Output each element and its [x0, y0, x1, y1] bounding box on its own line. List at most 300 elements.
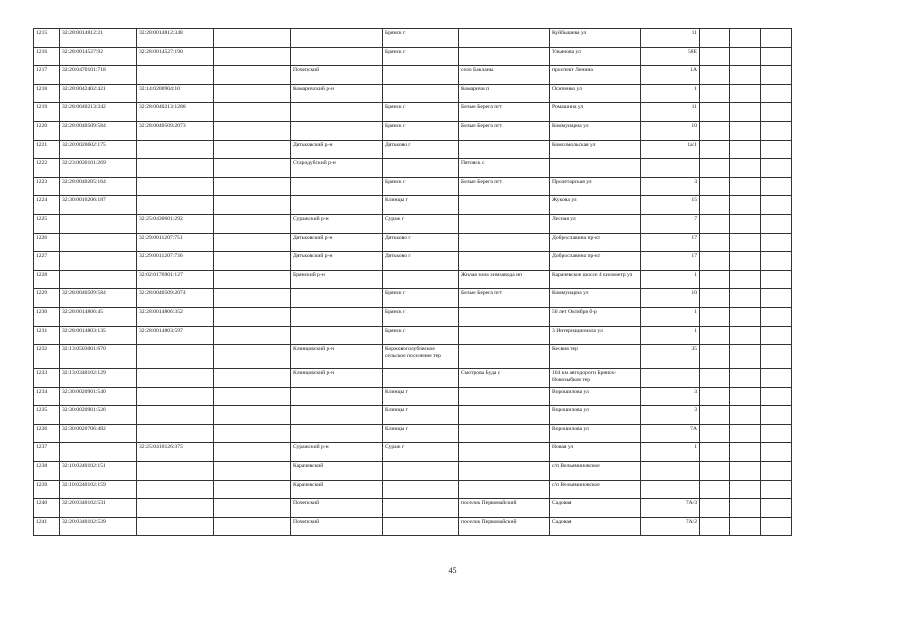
- cell-extra-col-1: [700, 289, 730, 308]
- cell-extra-col-1: [700, 103, 730, 122]
- cell-cell-blank: [214, 121, 291, 140]
- cell-extra-col-1: [700, 233, 730, 252]
- cell-street: с/п Вельяминовское: [550, 480, 641, 499]
- cell-house-number: 35: [641, 345, 700, 369]
- cell-cadastral-number-building: [137, 480, 214, 499]
- cell-street: Ворошилова ул: [550, 424, 641, 443]
- cell-city: Брянск г: [383, 121, 459, 140]
- cell-extra-col-2: [730, 214, 761, 233]
- cell-city: Брянск г: [383, 29, 459, 48]
- cell-street: Коммунарна ул: [550, 289, 641, 308]
- cell-extra-col-2: [730, 140, 761, 159]
- cell-settlement: [459, 345, 550, 369]
- table-row: [34, 424, 792, 443]
- cell-street: Садовая: [550, 499, 641, 518]
- cell-cadastral-number-building: [137, 406, 214, 425]
- cell-house-number: 7: [641, 214, 700, 233]
- cell-district: Карачевский: [291, 462, 383, 481]
- cell-extra-col-3: [761, 214, 792, 233]
- cell-extra-col-2: [730, 499, 761, 518]
- cell-row-number: 1233: [34, 369, 60, 388]
- cell-district: [291, 29, 383, 48]
- cell-cadastral-number: [60, 233, 137, 252]
- cell-district: [291, 387, 383, 406]
- cell-cadastral-number: 32:13:0503001:670: [60, 345, 137, 369]
- cell-row-number: 1217: [34, 66, 60, 85]
- cell-cadastral-number: 32:13:0340102:129: [60, 369, 137, 388]
- cell-extra-col-1: [700, 121, 730, 140]
- cell-cadastral-number-building: [137, 140, 214, 159]
- cell-settlement: Пятовск с: [459, 159, 550, 178]
- table-row: [34, 387, 792, 406]
- cell-street: 164 км автодороги Брянск-Новозыбков тер: [550, 369, 641, 388]
- cell-street: Садовая: [550, 517, 641, 536]
- cell-settlement: Белые Берега пгт: [459, 177, 550, 196]
- cell-row-number: 1228: [34, 270, 60, 289]
- cell-house-number: 1А: [641, 66, 700, 85]
- cell-cadastral-number-building: 32:28:0040509:2074: [137, 289, 214, 308]
- cell-cadastral-number-building: [137, 462, 214, 481]
- cell-row-number: 1238: [34, 462, 60, 481]
- cell-extra-col-2: [730, 406, 761, 425]
- cell-row-number: 1218: [34, 84, 60, 103]
- cell-cell-blank: [214, 196, 291, 215]
- cell-extra-col-1: [700, 66, 730, 85]
- cell-extra-col-1: [700, 480, 730, 499]
- cell-cadastral-number: 32:28:0014527:92: [60, 47, 137, 66]
- cell-city: Сураж г: [383, 214, 459, 233]
- cell-city: [383, 66, 459, 85]
- cell-row-number: 1235: [34, 406, 60, 425]
- cell-extra-col-2: [730, 326, 761, 345]
- cell-extra-col-3: [761, 29, 792, 48]
- cell-district: Комаричский р-н: [291, 84, 383, 103]
- cell-house-number: 7А: [641, 424, 700, 443]
- cell-cadastral-number: 32:28:0040205:164: [60, 177, 137, 196]
- cell-settlement: [459, 29, 550, 48]
- cell-row-number: 1236: [34, 424, 60, 443]
- cell-cadastral-number-building: [137, 345, 214, 369]
- cell-city: Дятьково г: [383, 252, 459, 271]
- cell-row-number: 1232: [34, 345, 60, 369]
- cell-cell-blank: [214, 159, 291, 178]
- cell-cadastral-number: 32:20:0340102:531: [60, 499, 137, 518]
- cell-cadastral-number-building: 32:29:0011207:751: [137, 233, 214, 252]
- cell-extra-col-2: [730, 233, 761, 252]
- cell-house-number: [641, 369, 700, 388]
- cell-street: Коммунарна ул: [550, 121, 641, 140]
- cell-cadastral-number: 32:30:0020901:540: [60, 387, 137, 406]
- cell-cell-blank: [214, 387, 291, 406]
- cell-cell-blank: [214, 443, 291, 462]
- cell-settlement: [459, 252, 550, 271]
- cell-extra-col-1: [700, 517, 730, 536]
- cell-cadastral-number: 32:28:0014803:135: [60, 326, 137, 345]
- cell-extra-col-2: [730, 387, 761, 406]
- cell-settlement: [459, 424, 550, 443]
- cell-street: Куйбышева ул: [550, 29, 641, 48]
- cell-house-number: 1: [641, 270, 700, 289]
- cell-city: Клинцы г: [383, 406, 459, 425]
- cell-extra-col-3: [761, 369, 792, 388]
- cell-cadastral-number-building: [137, 177, 214, 196]
- cell-row-number: 1231: [34, 326, 60, 345]
- cell-extra-col-3: [761, 326, 792, 345]
- cell-house-number: [641, 480, 700, 499]
- cell-district: Почепский: [291, 66, 383, 85]
- cell-cadastral-number: [60, 214, 137, 233]
- cell-city: Клинцы г: [383, 387, 459, 406]
- cell-settlement: [459, 214, 550, 233]
- cell-cadastral-number-building: 32:28:0040213:1288: [137, 103, 214, 122]
- cell-city: Сураж г: [383, 443, 459, 462]
- cell-cadastral-number: 32:30:0020706:482: [60, 424, 137, 443]
- cell-city: Брянск г: [383, 177, 459, 196]
- cell-cell-blank: [214, 289, 291, 308]
- cell-cell-blank: [214, 177, 291, 196]
- cell-extra-col-2: [730, 177, 761, 196]
- cell-row-number: 1240: [34, 499, 60, 518]
- cell-district: Стародубский р-н: [291, 159, 383, 178]
- cell-settlement: [459, 307, 550, 326]
- cell-cadastral-number-building: [137, 369, 214, 388]
- cell-city: [383, 369, 459, 388]
- cell-extra-col-1: [700, 47, 730, 66]
- cell-street: 3 Интернационала ул: [550, 326, 641, 345]
- cell-extra-col-3: [761, 443, 792, 462]
- cell-cadastral-number: 32:28:0040509:584: [60, 121, 137, 140]
- cell-city: Брянск г: [383, 103, 459, 122]
- cell-street: Кесвия тер: [550, 345, 641, 369]
- table-row: [34, 443, 792, 462]
- cell-cell-blank: [214, 233, 291, 252]
- registry-sheet: [33, 28, 791, 536]
- table-row: [34, 103, 792, 122]
- cell-cell-blank: [214, 66, 291, 85]
- cell-house-number: 7А/2: [641, 517, 700, 536]
- cell-cadastral-number-building: 32:14:0200904:10: [137, 84, 214, 103]
- cell-district: Брянский р-н: [291, 270, 383, 289]
- cell-cell-blank: [214, 424, 291, 443]
- registry-table-body: [34, 29, 792, 536]
- page-number: 45: [448, 566, 457, 575]
- cell-extra-col-1: [700, 387, 730, 406]
- cell-district: [291, 326, 383, 345]
- cell-row-number: 1230: [34, 307, 60, 326]
- cell-extra-col-1: [700, 345, 730, 369]
- cell-extra-col-2: [730, 462, 761, 481]
- cell-house-number: 15: [641, 196, 700, 215]
- cell-extra-col-3: [761, 517, 792, 536]
- table-row: [34, 345, 792, 369]
- cell-settlement: [459, 443, 550, 462]
- cell-street: Новая ул: [550, 443, 641, 462]
- cell-cadastral-number: [60, 270, 137, 289]
- cell-cadastral-number: 32:20:0470101:718: [60, 66, 137, 85]
- cell-extra-col-2: [730, 480, 761, 499]
- cell-extra-col-3: [761, 47, 792, 66]
- cell-cadastral-number-building: [137, 424, 214, 443]
- cell-house-number: 17: [641, 252, 700, 271]
- cell-settlement: [459, 140, 550, 159]
- cell-extra-col-2: [730, 443, 761, 462]
- cell-extra-col-1: [700, 84, 730, 103]
- cell-cadastral-number: 32:20:0340102:539: [60, 517, 137, 536]
- cell-extra-col-3: [761, 424, 792, 443]
- cell-row-number: 1223: [34, 177, 60, 196]
- cell-cadastral-number-building: [137, 517, 214, 536]
- cell-city: Брянск г: [383, 47, 459, 66]
- cell-city: [383, 159, 459, 178]
- cell-cadastral-number: [60, 443, 137, 462]
- cell-house-number: 17: [641, 233, 700, 252]
- table-row: [34, 196, 792, 215]
- cell-extra-col-2: [730, 369, 761, 388]
- cell-cadastral-number: 32:28:0040213:342: [60, 103, 137, 122]
- cell-cell-blank: [214, 480, 291, 499]
- cell-house-number: 58Е: [641, 47, 700, 66]
- cell-cell-blank: [214, 140, 291, 159]
- cell-settlement: село Бакланы: [459, 66, 550, 85]
- cell-extra-col-1: [700, 443, 730, 462]
- cell-street: Комсомольская ул: [550, 140, 641, 159]
- cell-district: [291, 406, 383, 425]
- cell-street: Карачевское шоссе 4 километр ул: [550, 270, 641, 289]
- cell-extra-col-1: [700, 177, 730, 196]
- cell-settlement: Белые Берега пгт: [459, 103, 550, 122]
- cell-cadastral-number-building: [137, 387, 214, 406]
- table-row: [34, 252, 792, 271]
- cell-house-number: 1: [641, 307, 700, 326]
- cell-house-number: 11: [641, 29, 700, 48]
- table-row: [34, 66, 792, 85]
- cell-cadastral-number-building: 32:29:0011207:736: [137, 252, 214, 271]
- cell-cadastral-number-building: 32:28:0014527:190: [137, 47, 214, 66]
- cell-extra-col-2: [730, 424, 761, 443]
- cell-extra-col-1: [700, 29, 730, 48]
- cell-district: Дятьковский р-н: [291, 140, 383, 159]
- cell-extra-col-3: [761, 462, 792, 481]
- cell-district: Суражский р-н: [291, 214, 383, 233]
- cell-extra-col-2: [730, 289, 761, 308]
- table-row: [34, 233, 792, 252]
- cell-settlement: [459, 387, 550, 406]
- cell-district: [291, 47, 383, 66]
- cell-cadastral-number: 32:30:0020901:526: [60, 406, 137, 425]
- cell-district: [291, 424, 383, 443]
- cell-house-number: [641, 462, 700, 481]
- cell-street: Осипенко ул: [550, 84, 641, 103]
- cell-extra-col-3: [761, 177, 792, 196]
- cell-extra-col-1: [700, 424, 730, 443]
- cell-settlement: [459, 233, 550, 252]
- cell-district: Карачевский: [291, 480, 383, 499]
- cell-settlement: [459, 406, 550, 425]
- cell-extra-col-2: [730, 159, 761, 178]
- cell-cell-blank: [214, 84, 291, 103]
- table-row: [34, 159, 792, 178]
- cell-row-number: 1220: [34, 121, 60, 140]
- cell-extra-col-1: [700, 214, 730, 233]
- cell-row-number: 1241: [34, 517, 60, 536]
- cell-extra-col-3: [761, 289, 792, 308]
- cell-row-number: 1221: [34, 140, 60, 159]
- cell-cell-blank: [214, 252, 291, 271]
- cell-district: [291, 177, 383, 196]
- cell-city: Клинцы г: [383, 424, 459, 443]
- cell-district: [291, 196, 383, 215]
- cell-cell-blank: [214, 499, 291, 518]
- registry-table: [33, 28, 792, 536]
- cell-extra-col-1: [700, 252, 730, 271]
- cell-house-number: 10: [641, 289, 700, 308]
- cell-extra-col-3: [761, 233, 792, 252]
- cell-extra-col-3: [761, 406, 792, 425]
- cell-row-number: 1225: [34, 214, 60, 233]
- cell-row-number: 1229: [34, 289, 60, 308]
- cell-extra-col-2: [730, 66, 761, 85]
- cell-extra-col-3: [761, 103, 792, 122]
- cell-extra-col-3: [761, 84, 792, 103]
- cell-street: с/п Вельяминовское: [550, 462, 641, 481]
- cell-extra-col-3: [761, 196, 792, 215]
- cell-extra-col-3: [761, 480, 792, 499]
- cell-district: Клинцовский р-н: [291, 369, 383, 388]
- cell-house-number: 7А/3: [641, 499, 700, 518]
- cell-cadastral-number-building: [137, 196, 214, 215]
- cell-street: Доброславина пр-кт: [550, 233, 641, 252]
- cell-cadastral-number-building: [137, 159, 214, 178]
- cell-extra-col-3: [761, 140, 792, 159]
- cell-city: Брянск г: [383, 326, 459, 345]
- cell-cadastral-number: 32:23:0030101:269: [60, 159, 137, 178]
- cell-street: Ворошилова ул: [550, 406, 641, 425]
- cell-cadastral-number: 32:10:0240102:151: [60, 462, 137, 481]
- table-row: [34, 140, 792, 159]
- cell-cell-blank: [214, 517, 291, 536]
- cell-street: Лесная ул: [550, 214, 641, 233]
- table-row: [34, 462, 792, 481]
- table-row: [34, 214, 792, 233]
- cell-row-number: 1227: [34, 252, 60, 271]
- cell-cadastral-number: 32:28:0040509:584: [60, 289, 137, 308]
- cell-street: Ворошилова ул: [550, 387, 641, 406]
- cell-street: Пролетарская ул: [550, 177, 641, 196]
- cell-cell-blank: [214, 307, 291, 326]
- cell-extra-col-2: [730, 252, 761, 271]
- cell-extra-col-2: [730, 29, 761, 48]
- cell-extra-col-3: [761, 307, 792, 326]
- cell-cell-blank: [214, 29, 291, 48]
- cell-settlement: Смотрова Буда с: [459, 369, 550, 388]
- table-row: [34, 480, 792, 499]
- cell-extra-col-1: [700, 270, 730, 289]
- table-row: [34, 326, 792, 345]
- cell-cadastral-number-building: [137, 499, 214, 518]
- cell-city: Дятьково г: [383, 140, 459, 159]
- cell-extra-col-1: [700, 196, 730, 215]
- table-row: [34, 121, 792, 140]
- cell-cell-blank: [214, 406, 291, 425]
- cell-cell-blank: [214, 47, 291, 66]
- cell-row-number: 1239: [34, 480, 60, 499]
- cell-district: Дятьковский р-н: [291, 252, 383, 271]
- cell-row-number: 1224: [34, 196, 60, 215]
- cell-extra-col-3: [761, 499, 792, 518]
- cell-extra-col-1: [700, 406, 730, 425]
- table-row: [34, 369, 792, 388]
- cell-row-number: 1216: [34, 47, 60, 66]
- cell-district: Почепский: [291, 517, 383, 536]
- cell-extra-col-1: [700, 307, 730, 326]
- cell-cadastral-number-building: 32:28:0014803:597: [137, 326, 214, 345]
- cell-settlement: поселок Первомайский: [459, 499, 550, 518]
- cell-extra-col-1: [700, 326, 730, 345]
- cell-district: Клинцовский р-н: [291, 345, 383, 369]
- cell-district: [291, 289, 383, 308]
- cell-city: Брянск г: [383, 307, 459, 326]
- cell-cell-blank: [214, 326, 291, 345]
- cell-house-number: [641, 159, 700, 178]
- cell-house-number: 1: [641, 326, 700, 345]
- cell-extra-col-2: [730, 47, 761, 66]
- cell-house-number: 3: [641, 387, 700, 406]
- cell-extra-col-2: [730, 517, 761, 536]
- cell-district: [291, 103, 383, 122]
- cell-district: Дятьковский р-н: [291, 233, 383, 252]
- cell-cadastral-number: 32:28:0014812:21: [60, 29, 137, 48]
- cell-street: 50 лет Октября б-р: [550, 307, 641, 326]
- cell-cadastral-number-building: 32:28:0014812:348: [137, 29, 214, 48]
- cell-street: Жукова ул: [550, 196, 641, 215]
- cell-cell-blank: [214, 214, 291, 233]
- cell-extra-col-1: [700, 369, 730, 388]
- table-row: [34, 29, 792, 48]
- table-row: [34, 517, 792, 536]
- cell-extra-col-2: [730, 84, 761, 103]
- cell-extra-col-3: [761, 121, 792, 140]
- cell-cadastral-number: [60, 252, 137, 271]
- cell-city: Брянск г: [383, 289, 459, 308]
- cell-city: [383, 84, 459, 103]
- cell-city: [383, 480, 459, 499]
- cell-cell-blank: [214, 369, 291, 388]
- cell-cadastral-number-building: 32:02:0176901:127: [137, 270, 214, 289]
- cell-city: Клинцы г: [383, 196, 459, 215]
- cell-house-number: 1: [641, 84, 700, 103]
- cell-city: Дятьково г: [383, 233, 459, 252]
- cell-settlement: [459, 326, 550, 345]
- cell-settlement: [459, 480, 550, 499]
- cell-district: [291, 307, 383, 326]
- cell-cadastral-number-building: [137, 66, 214, 85]
- cell-extra-col-1: [700, 159, 730, 178]
- cell-street: [550, 159, 641, 178]
- cell-settlement: поселок Первомайский: [459, 517, 550, 536]
- cell-cadastral-number: 32:28:0042402:421: [60, 84, 137, 103]
- cell-cell-blank: [214, 103, 291, 122]
- cell-cadastral-number-building: 32:28:0014806:352: [137, 307, 214, 326]
- cell-settlement: [459, 47, 550, 66]
- cell-extra-col-2: [730, 345, 761, 369]
- table-row: [34, 406, 792, 425]
- cell-settlement: Белые Берега пгт: [459, 289, 550, 308]
- cell-row-number: 1234: [34, 387, 60, 406]
- cell-extra-col-3: [761, 159, 792, 178]
- cell-cadastral-number: 32:30:0010206:187: [60, 196, 137, 215]
- cell-street: Ульянова ул: [550, 47, 641, 66]
- cell-extra-col-3: [761, 252, 792, 271]
